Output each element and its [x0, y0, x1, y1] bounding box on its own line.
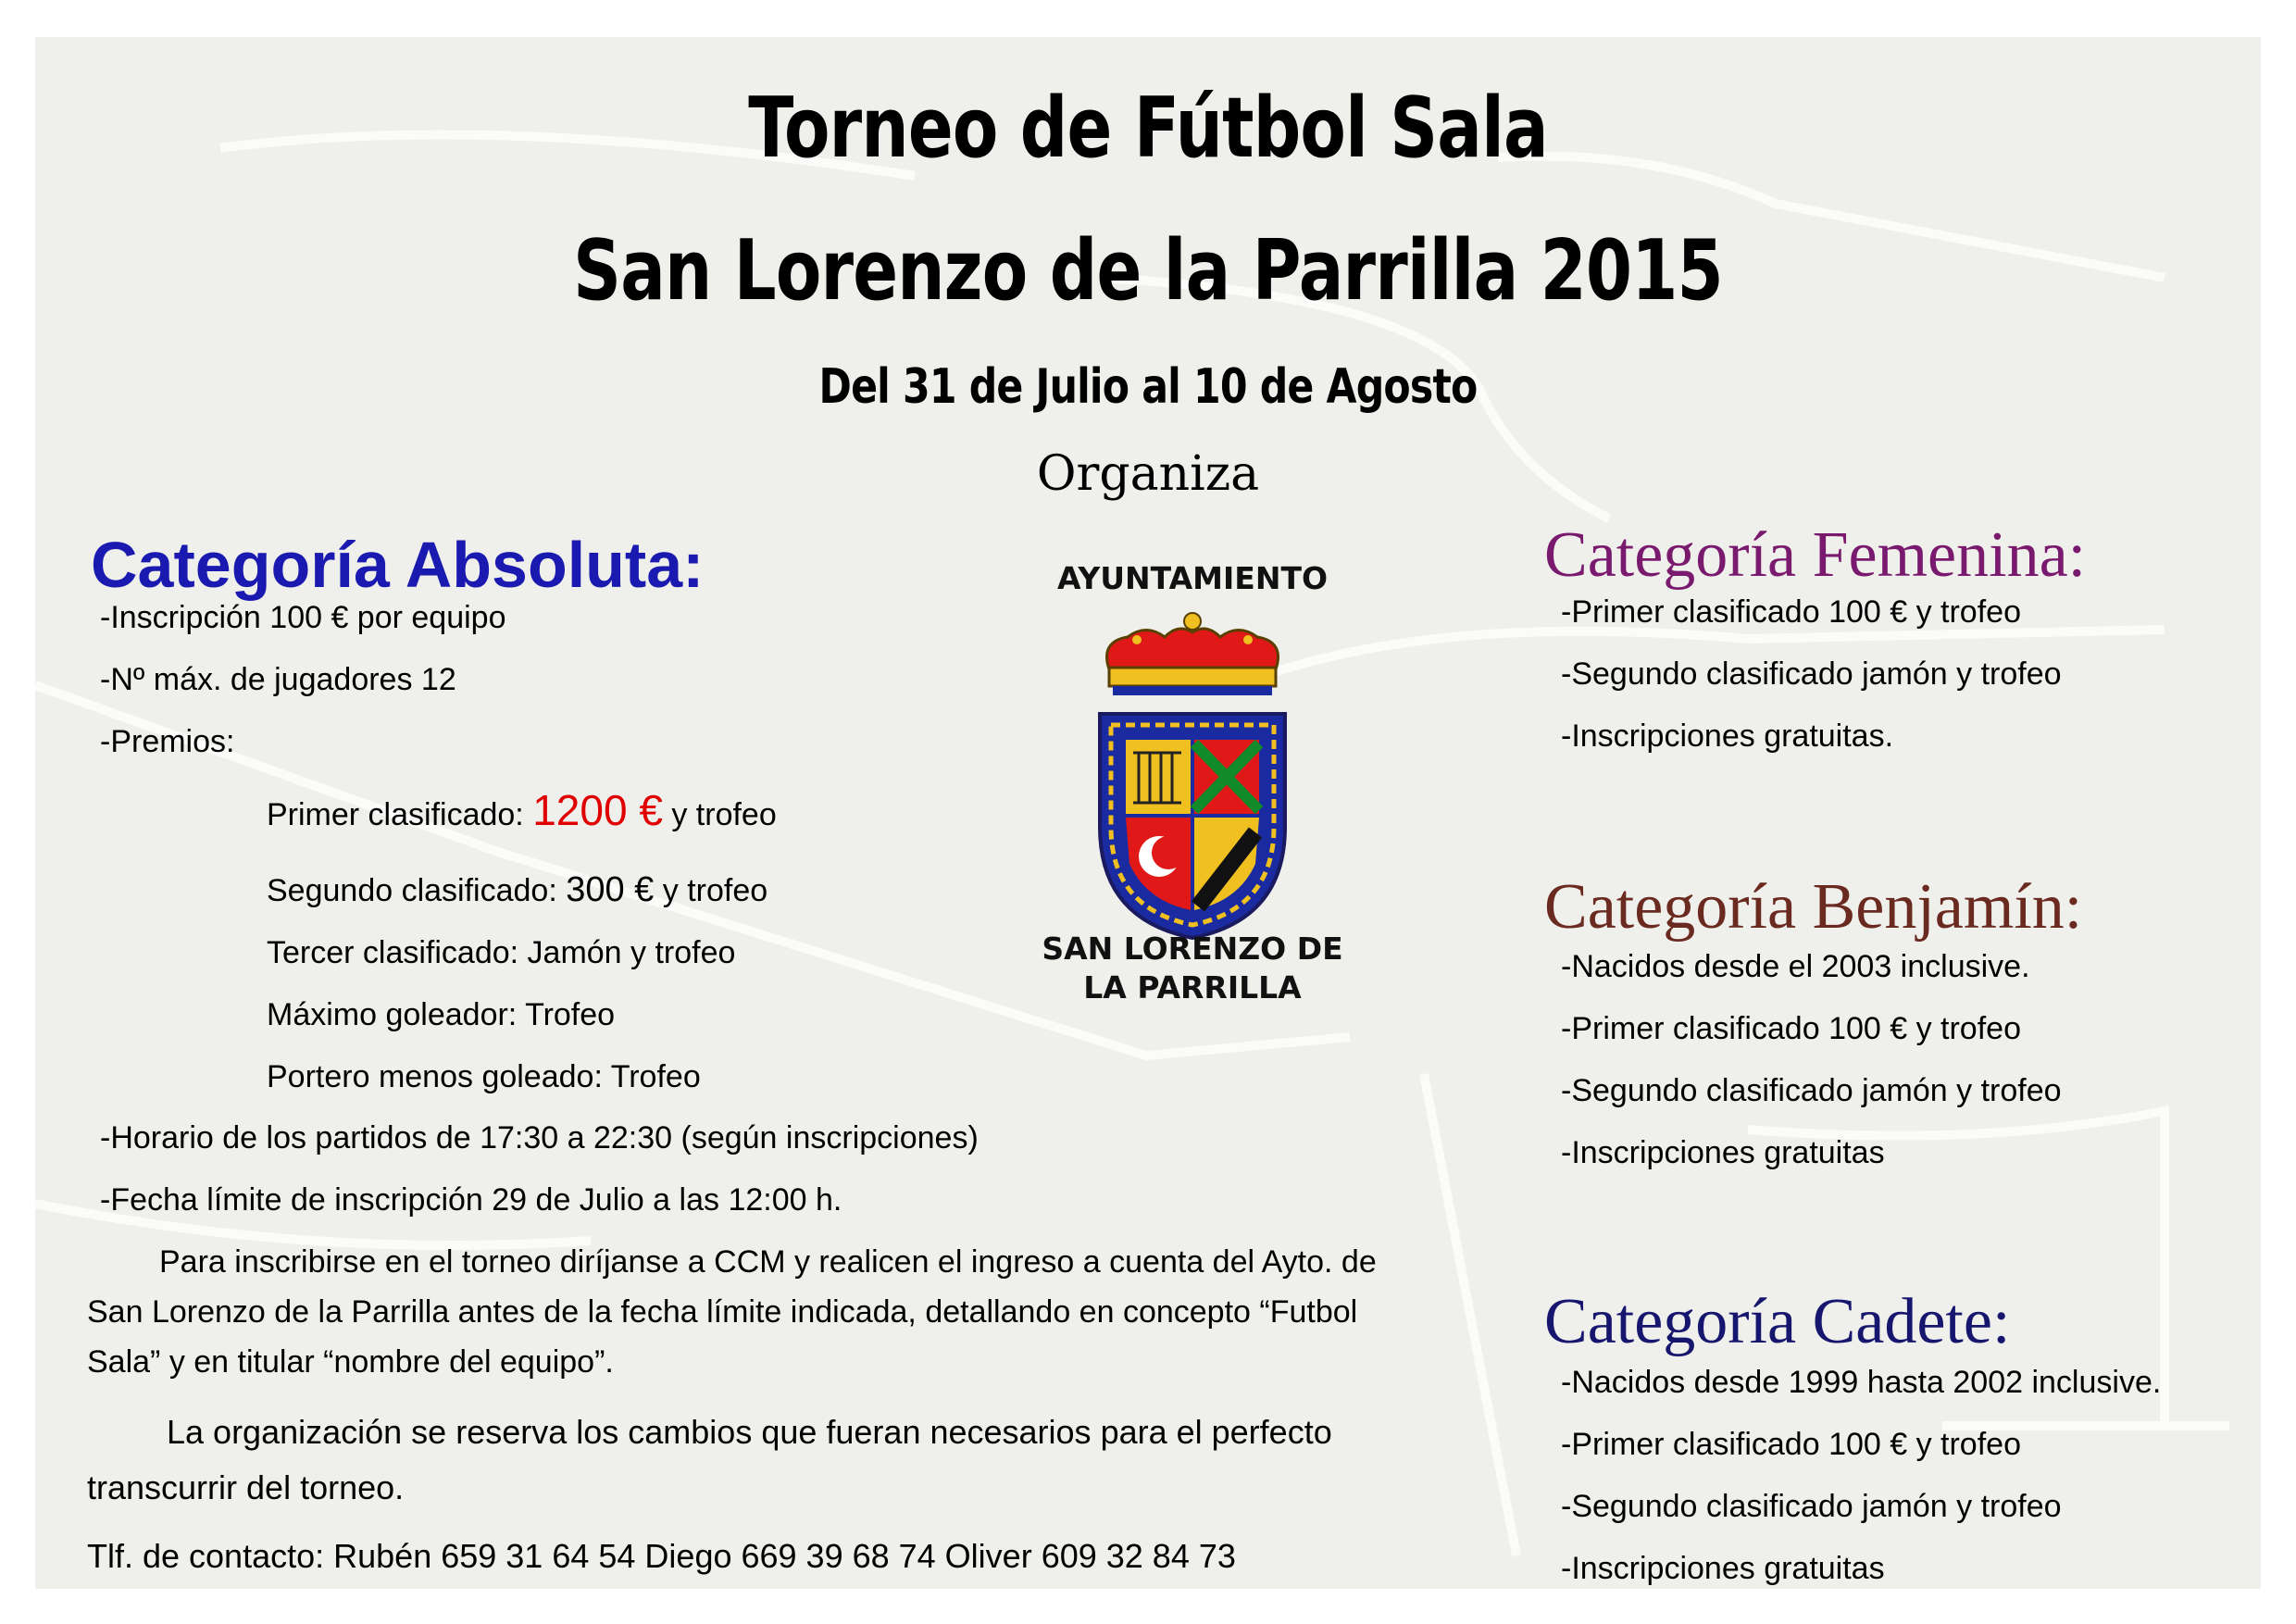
cadete-heading: Categoría Cadete: — [1544, 1286, 2011, 1357]
primer-suffix: y trofeo — [662, 797, 777, 832]
absoluta-tercer: Tercer clasificado: Jamón y trofeo — [267, 935, 736, 970]
benjamin-heading: Categoría Benjamín: — [1544, 871, 2083, 943]
info-paragraph-line2: San Lorenzo de la Parrilla antes de la fecha límite indicada, detallando en concepto “Futbol — [87, 1294, 1358, 1330]
contact-phones: Tlf. de contacto: Rubén 659 31 64 54 Diego 669 39 68 74 Oliver 609 32 84 73 — [87, 1537, 1236, 1575]
absoluta-portero: Portero menos goleado: Trofeo — [267, 1059, 701, 1094]
segundo-amount: 300 € — [566, 870, 655, 909]
absoluta-premios: -Premios: — [100, 724, 235, 759]
femenina-item: -Primer clasificado 100 € y trofeo — [1561, 594, 2021, 630]
organiza-label: Organiza — [1036, 446, 1260, 502]
absoluta-horario: -Horario de los partidos de 17:30 a 22:30 (según inscripciones) — [100, 1120, 979, 1156]
organization-note-line1: La organización se reserva los cambios que fueran necesarios para el perfecto — [167, 1413, 1332, 1451]
primer-prefix: Primer clasificado: — [267, 797, 533, 832]
femenina-heading: Categoría Femenina: — [1544, 519, 2087, 591]
femenina-item: -Segundo clasificado jamón y trofeo — [1561, 656, 2062, 692]
info-paragraph-line1: Para inscribirse en el torneo diríjanse a CCM y realicen el ingreso a cuenta del Ayto. de — [159, 1244, 1377, 1280]
benjamin-item: -Inscripciones gratuitas — [1561, 1135, 1885, 1170]
crest-bottom-line2: LA PARRILLA — [1083, 969, 1302, 1006]
tournament-title: Torneo de Fútbol Sala — [748, 80, 1548, 177]
crest-bottom-line1: SAN LORENZO DE — [1042, 931, 1343, 967]
poster — [35, 37, 2261, 1589]
organization-note-line2: transcurrir del torneo. — [87, 1468, 405, 1506]
cadete-item: -Segundo clasificado jamón y trofeo — [1561, 1489, 2062, 1524]
cadete-item: -Inscripciones gratuitas — [1561, 1551, 1885, 1586]
absoluta-inscripcion: -Inscripción 100 € por equipo — [100, 600, 506, 635]
info-paragraph-line3: Sala” y en titular “nombre del equipo”. — [87, 1344, 614, 1380]
benjamin-item: -Segundo clasificado jamón y trofeo — [1561, 1073, 2062, 1108]
absoluta-fecha-limite: -Fecha límite de inscripción 29 de Julio a las 12:00 h. — [100, 1182, 842, 1218]
absoluta-jugadores: -Nº máx. de jugadores 12 — [100, 662, 456, 697]
cadete-item: -Nacidos desde 1999 hasta 2002 inclusive. — [1561, 1365, 2162, 1400]
cadete-item: -Primer clasificado 100 € y trofeo — [1561, 1427, 2021, 1462]
absoluta-primer — [267, 785, 777, 835]
absoluta-heading: Categoría Absoluta: — [91, 529, 705, 601]
coat-of-arms-icon — [1081, 605, 1304, 947]
segundo-suffix: y trofeo — [654, 873, 768, 908]
tournament-subtitle: San Lorenzo de la Parrilla 2015 — [573, 222, 1723, 319]
benjamin-item: -Primer clasificado 100 € y trofeo — [1561, 1011, 2021, 1046]
femenina-item: -Inscripciones gratuitas. — [1561, 718, 1894, 754]
primer-amount: 1200 € — [532, 786, 663, 834]
crest-top-text: AYUNTAMIENTO — [1056, 560, 1329, 596]
segundo-prefix: Segundo clasificado: — [267, 873, 567, 908]
absoluta-segundo — [267, 870, 767, 910]
town-crest — [1007, 523, 1378, 1023]
benjamin-item: -Nacidos desde el 2003 inclusive. — [1561, 949, 2030, 984]
absoluta-goleador: Máximo goleador: Trofeo — [267, 997, 616, 1032]
tournament-dates: Del 31 de Julio al 10 de Agosto — [818, 359, 1478, 415]
